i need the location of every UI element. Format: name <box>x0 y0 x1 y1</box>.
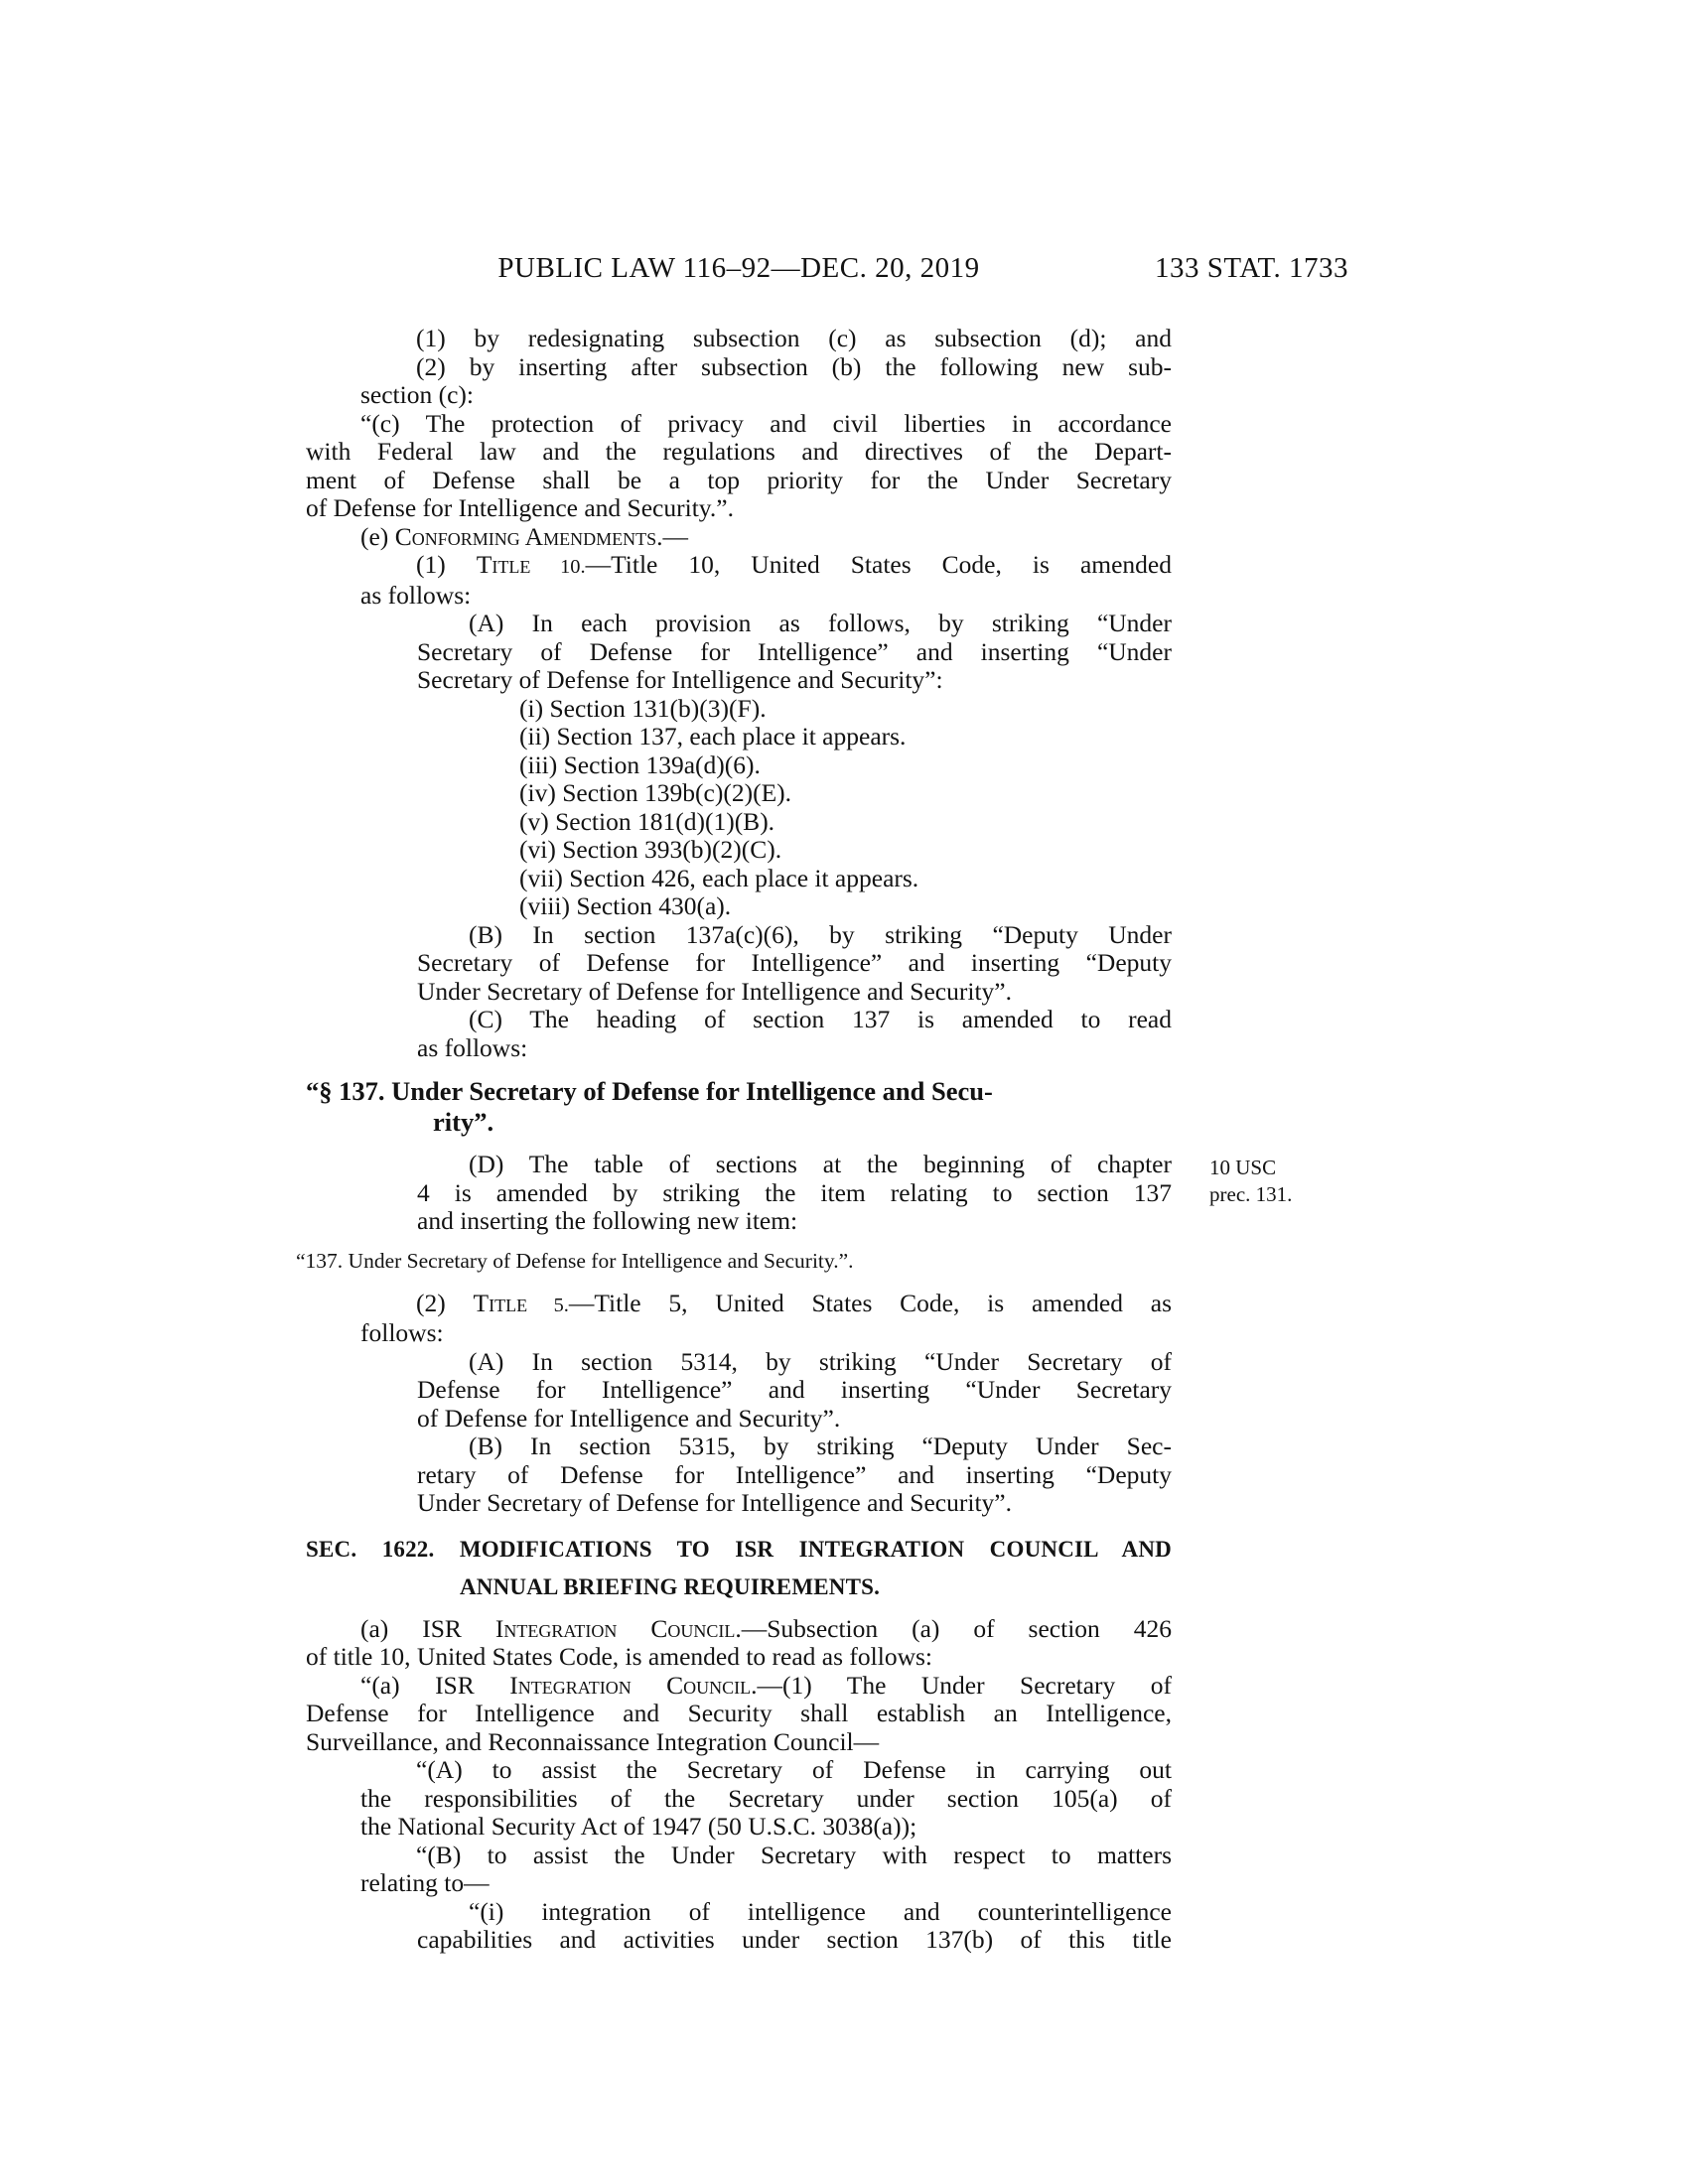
statute-line <box>306 1842 1172 1870</box>
statute-line <box>306 949 1172 978</box>
text-segment: (viii) Section 430(a). <box>519 891 732 920</box>
text-segment: (v) Section 181(d)(1)(B). <box>519 806 775 836</box>
statute-line <box>306 1898 1172 1927</box>
text-segment: “(a) ISR <box>360 1670 510 1700</box>
text-segment: Defense for Intelligence” and inserting “Under Secretary <box>417 1375 1172 1404</box>
statute-line <box>306 836 1172 865</box>
statute-line <box>306 638 1172 667</box>
text-segment: retary of Defense for Intelligence” and inserting “Deputy <box>417 1459 1172 1489</box>
statute-line <box>306 1151 1172 1179</box>
text-segment: Secretary of Defense for Intelligence and Security”: <box>417 665 943 694</box>
margin-note-line: 10 USC <box>1209 1156 1277 1179</box>
text-segment: (vi) Section 393(b)(2)(C). <box>519 835 782 864</box>
text-segment: the National Security Act of 1947 (50 U.S.C. 3038(a)); <box>360 1812 917 1841</box>
statute-line <box>306 381 1172 410</box>
text-segment: “137. Under Secretary of Defense for Intelligence and Security.”. <box>296 1248 854 1273</box>
text-segment: .—(1) The Under Secretary of <box>751 1670 1172 1700</box>
statute-line <box>306 1376 1172 1405</box>
statute-line <box>306 1869 1172 1898</box>
small-caps-text: Title <box>473 1288 528 1317</box>
text-segment: (ii) Section 137, each place it appears. <box>519 722 907 751</box>
text-segment: (1) <box>416 550 477 579</box>
text-segment: Under Secretary of Defense for Intelligence and Security”. <box>417 1488 1012 1517</box>
statute-line <box>306 723 1172 751</box>
text-segment: Surveillance, and Reconnaissance Integration Council— <box>306 1726 880 1756</box>
statute-line <box>306 353 1172 382</box>
statute-line <box>306 1348 1172 1377</box>
statute-line <box>306 551 1172 582</box>
statute-line <box>306 610 1172 638</box>
text-segment: (C) The heading of section 137 is amended to read <box>469 1005 1172 1033</box>
statute-line <box>306 325 1172 353</box>
statute-line <box>306 1433 1172 1461</box>
text-segment: ANNUAL BRIEFING REQUIREMENTS. <box>460 1573 881 1599</box>
statute-line <box>306 1813 1172 1842</box>
statute-line <box>306 1405 1172 1433</box>
statute-line <box>306 921 1172 950</box>
text-segment: SEC. 1622. MODIFICATIONS TO ISR INTEGRATION COUNCIL AND <box>306 1536 1172 1562</box>
text-segment: (2) <box>416 1288 474 1317</box>
text-segment: ment of Defense shall be a top priority for the Under Secretary <box>306 465 1172 494</box>
statute-line <box>306 1489 1172 1518</box>
text-segment: follows: <box>360 1318 444 1347</box>
statute-line <box>306 1672 1172 1701</box>
text-segment: .— <box>656 521 688 551</box>
text-segment: (A) In section 5314, by striking “Under Secretary of <box>469 1346 1172 1376</box>
text-segment: section (c): <box>360 380 474 409</box>
statute-line <box>306 1643 1172 1672</box>
statute-line <box>306 1207 1172 1236</box>
text-segment: as follows: <box>417 1032 528 1062</box>
text-segment: 5. <box>527 1294 569 1316</box>
text-segment: relating to— <box>360 1868 490 1897</box>
text-segment: rity”. <box>433 1107 494 1137</box>
statute-line <box>306 1179 1172 1208</box>
text-segment: .—Subsection (a) of section 426 <box>735 1613 1172 1643</box>
text-segment: of Defense for Intelligence and Security.”. <box>306 493 734 522</box>
section-heading-line <box>306 1535 1172 1565</box>
text-segment: (2) by inserting after subsection (b) the following new sub- <box>416 351 1172 381</box>
statute-line <box>306 666 1172 695</box>
margin-note <box>1209 1155 1378 1208</box>
text-segment: “(c) The protection of privacy and civil liberties in accordance <box>360 408 1172 438</box>
statute-line <box>306 751 1172 780</box>
page-header-law-title: PUBLIC LAW 116–92—DEC. 20, 2019 <box>497 252 980 284</box>
statute-line <box>306 1461 1172 1490</box>
text-segment: (B) In section 137a(c)(6), by striking “Deputy Under <box>469 919 1172 949</box>
statute-line <box>306 1926 1172 1955</box>
small-caps-text: Conforming Amendments <box>394 521 657 551</box>
text-segment: (1) by redesignating subsection (c) as subsection (d); and <box>416 324 1172 352</box>
text-segment: as follows: <box>360 580 472 610</box>
text-segment: —Title 10, United States Code, is amended <box>585 550 1172 579</box>
statute-line <box>306 1785 1172 1814</box>
statute-line <box>306 1700 1172 1728</box>
statute-line <box>306 1615 1172 1644</box>
page-header-stat-number: 133 STAT. 1733 <box>1155 252 1349 284</box>
text-segment: (iii) Section 139a(d)(6). <box>519 750 761 779</box>
statute-line <box>306 779 1172 808</box>
margin-note-line: prec. 131. <box>1209 1182 1293 1206</box>
statute-line <box>306 865 1172 893</box>
text-segment: (B) In section 5315, by striking “Deputy Under Sec- <box>469 1432 1172 1460</box>
text-segment: “(A) to assist the Secretary of Defense in carrying out <box>416 1755 1172 1784</box>
statute-line <box>306 1034 1172 1063</box>
statute-line <box>306 1756 1172 1785</box>
small-caps-text: Title <box>476 550 531 579</box>
statute-line <box>306 808 1172 837</box>
statute-line <box>306 523 1172 552</box>
statute-line <box>306 695 1172 724</box>
text-segment: —Title 5, United States Code, is amended as <box>568 1288 1173 1317</box>
text-segment: Under Secretary of Defense for Intelligence and Security”. <box>417 976 1012 1006</box>
text-segment: “(B) to assist the Under Secretary with respect to matters <box>416 1840 1172 1869</box>
text-segment: “(i) integration of intelligence and counterintelligence <box>469 1896 1172 1926</box>
text-segment: (D) The table of sections at the beginning of chapter <box>469 1150 1172 1178</box>
text-segment: of Defense for Intelligence and Security”. <box>417 1403 841 1433</box>
text-segment: (a) ISR <box>360 1613 495 1643</box>
statute-line <box>306 494 1172 523</box>
statute-line <box>306 1319 1172 1348</box>
text-segment: (e) <box>360 521 395 551</box>
statute-line <box>306 1006 1172 1034</box>
text-segment: 4 is amended by striking the item relating to section 137 <box>417 1177 1172 1207</box>
text-segment: Defense for Intelligence and Security shall establish an Intelligence, <box>306 1699 1172 1727</box>
text-column <box>296 324 1173 1955</box>
text-segment: (vii) Section 426, each place it appears. <box>519 863 919 892</box>
text-segment: capabilities and activities under section 137(b) of this title <box>417 1925 1172 1954</box>
small-caps-text: Integration Council <box>509 1670 752 1700</box>
statute-line <box>306 978 1172 1007</box>
small-caps-text: Integration Council <box>494 1613 736 1643</box>
text-segment: with Federal law and the regulations and directives of the Depart- <box>306 437 1172 466</box>
statute-line <box>306 582 1172 611</box>
text-segment: (i) Section 131(b)(3)(F). <box>519 693 767 723</box>
statute-line <box>306 438 1172 467</box>
statute-line <box>306 1728 1172 1757</box>
text-segment: 10. <box>530 556 586 578</box>
text-segment: Secretary of Defense for Intelligence” and inserting “Under <box>417 636 1172 666</box>
statute-line <box>306 467 1172 495</box>
statute-heading-line <box>306 1076 1172 1107</box>
table-item-line <box>296 1248 1162 1274</box>
text-segment: Secretary of Defense for Intelligence” and inserting “Deputy <box>417 948 1172 977</box>
text-segment: “§ 137. Under Secretary of Defense for Intelligence and Secu- <box>306 1076 993 1106</box>
statute-line <box>306 1290 1172 1320</box>
text-segment: and inserting the following new item: <box>417 1206 798 1235</box>
statute-line <box>306 892 1172 921</box>
text-segment: (A) In each provision as follows, by striking “Under <box>469 609 1172 637</box>
statute-heading-line <box>306 1107 1172 1138</box>
text-segment: (iv) Section 139b(c)(2)(E). <box>519 778 792 807</box>
section-heading-line <box>306 1572 1172 1602</box>
statute-line <box>306 410 1172 439</box>
text-segment: the responsibilities of the Secretary under section 105(a) of <box>360 1783 1172 1813</box>
text-segment: of title 10, United States Code, is amended to read as follows: <box>306 1642 933 1671</box>
